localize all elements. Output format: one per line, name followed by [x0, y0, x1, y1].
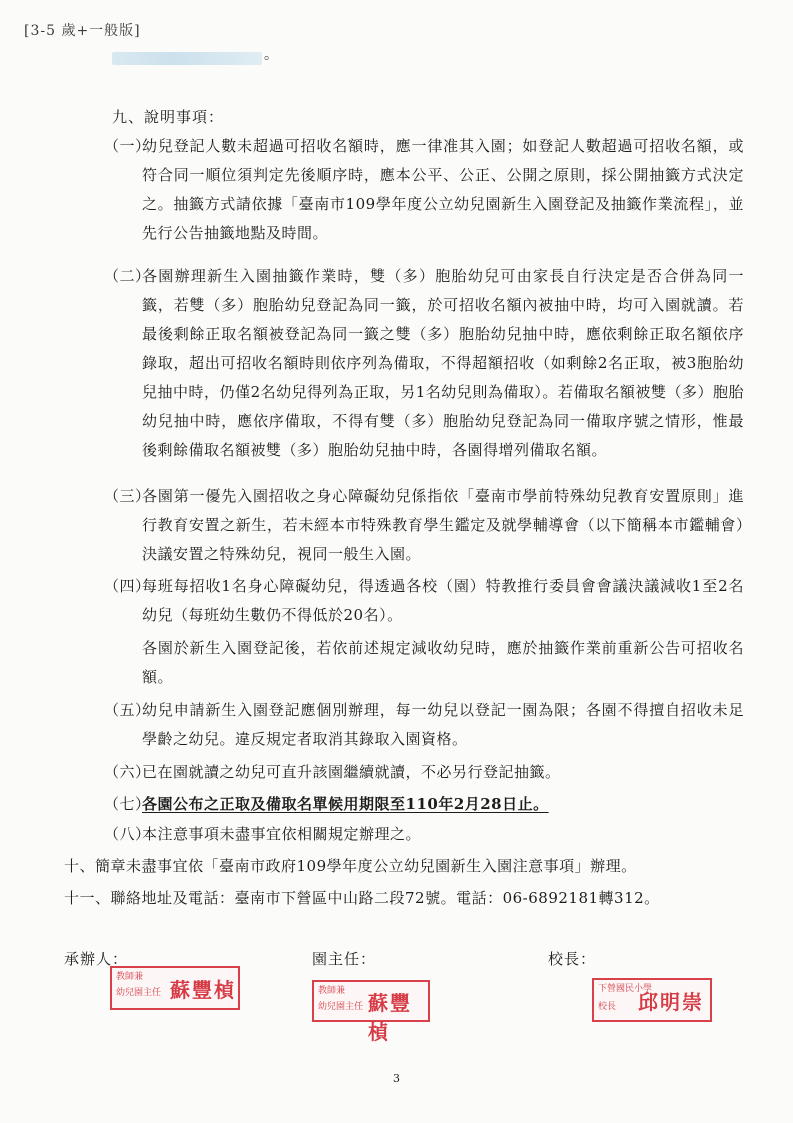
- item-text: 各園辦理新生入園抽籤作業時，雙（多）胞胎幼兒可由家長自行決定是否合併為同一籤，若雙（多）胞胎幼兒登記為同一籤，於可招收名額內被抽中時，均可入園就讀。若最後剩餘正取名額被登記為同一籤之雙（多）胞胎幼兒抽中時，應依剩餘正取名額依序錄取，超出可招收名額時則依序列為備取，不得超額招收（如剩餘2名正取，被3胞胎幼兒抽中時，仍僅2名幼兒得列為正取，另1名幼兒則為備取）。若備取名額被雙（多）胞胎幼兒抽中時，應依序備取，不得有雙（多）胞胎幼兒登記為同一備取序號之情形，惟最後剩餘備取名額被雙（多）胞胎幼兒抽中時，各園得增列備取名額。: [142, 267, 744, 459]
- list-item: [104, 572, 744, 630]
- item-number: （七）: [104, 795, 151, 813]
- item-text-emphasis: 各園公布之正取及備取名單候用期限至110年2月28日止。: [142, 795, 549, 813]
- note-text: 各園於新生入園登記後，若依前述規定減收幼兒時，應於抽籤作業前重新公告可招收名額。: [142, 639, 744, 686]
- handler-label: 承辦人：: [64, 950, 129, 968]
- stamp-name: 邱明崇: [638, 990, 704, 1014]
- stamp-name: 蘇豐楨: [368, 991, 412, 1044]
- section-9-title: 九、說明事項：: [112, 108, 225, 126]
- item-text: 幼兒登記人數未超過可招收名額時，應一律准其入園；如登記人數超過可招收名額，或符合同一順位須判定先後順序時，應本公平、公正、公開之原則，採公開抽籤方式決定之。抽籤方式請依據「臺南市109學年度公立幼兒園新生入園登記及抽籤作業流程」，並先行公告抽籤地點及時間。: [142, 137, 744, 242]
- director-label: 園主任：: [312, 950, 377, 968]
- stamp-subtitle: 幼兒園主任: [116, 988, 162, 998]
- stamp-title: 教師兼: [318, 986, 346, 996]
- item-number: （八）: [104, 825, 151, 843]
- section-10: 十、簡章未盡事宜依「臺南市政府109學年度公立幼兒園新生入園注意事項」辦理。: [64, 857, 637, 875]
- item-text: 本注意事項未盡事宜依相關規定辦理之。: [142, 825, 422, 843]
- item-number: （三）: [104, 487, 151, 505]
- stamp-name: 蘇豐楨: [170, 978, 236, 1002]
- item-4-note: [126, 634, 744, 692]
- item-number: （一）: [104, 137, 151, 155]
- list-item: [104, 820, 744, 849]
- item-text: 已在園就讀之幼兒可直升該園繼續就讀，不必另行登記抽籤。: [142, 763, 561, 781]
- handler-seal-stamp: [110, 966, 240, 1010]
- stamp-subtitle: 幼兒園主任: [318, 1002, 364, 1012]
- principal-seal-stamp: [592, 978, 712, 1022]
- list-item: [104, 262, 744, 465]
- section-11: 十一、聯絡地址及電話：臺南市下營區中山路二段72號。電話：06-6892181轉312。: [64, 889, 660, 907]
- item-text: 各園第一優先入園招收之身心障礙幼兒係指依「臺南市學前特殊幼兒教育安置原則」進行教育安置之新生，若未經本市特殊教育學生鑑定及就學輔導會（以下簡稱本市鑑輔會）決議安置之特殊幼兒，視同一般生入園。: [142, 487, 744, 563]
- list-item: [104, 696, 744, 754]
- stamp-title: 教師兼: [116, 972, 144, 982]
- list-item: [104, 482, 744, 569]
- item-text: 每班每招收1名身心障礙幼兒，得透過各校（園）特教推行委員會會議決議減收1至2名幼兒（每班幼生數仍不得低於20名）。: [142, 577, 744, 624]
- item-number: （四）: [104, 577, 151, 595]
- director-seal-stamp: [312, 980, 430, 1044]
- item-number: （二）: [104, 267, 151, 285]
- list-item: [104, 758, 744, 787]
- redacted-text-block: [112, 52, 262, 65]
- stamp-subtitle: 校長: [598, 1002, 617, 1012]
- trailing-period: 。: [264, 47, 278, 63]
- item-text: 幼兒申請新生入園登記應個別辦理，每一幼兒以登記一園為限；各園不得擅自招收未足學齡之幼兒。違反規定者取消其錄取入園資格。: [142, 701, 744, 748]
- stamp-title: 下營國民小學: [598, 984, 653, 994]
- item-number: （五）: [104, 701, 151, 719]
- list-item: [104, 790, 744, 819]
- principal-label: 校長：: [548, 950, 597, 968]
- version-tag: [3-5 歲+一般版]: [24, 23, 141, 39]
- page-number: 3: [393, 1072, 400, 1085]
- item-number: （六）: [104, 763, 151, 781]
- list-item: [104, 132, 744, 248]
